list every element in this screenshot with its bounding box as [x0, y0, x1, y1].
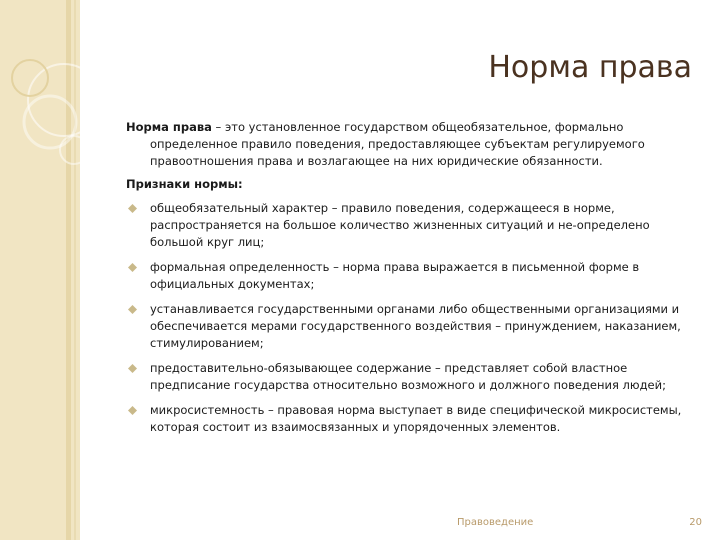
bullet-icon: [128, 204, 137, 213]
bullet-icon: [128, 263, 137, 272]
sidebar-circles-ornament: [0, 0, 80, 540]
decorative-sidebar: [0, 0, 80, 540]
definition-term: Норма права: [126, 120, 212, 134]
feature-item: [126, 259, 692, 293]
feature-item: [126, 402, 692, 436]
feature-text: общеобязательный характер – правило поведения, содержащееся в норме, распространяется на большое количество жизненных ситуаций и не-определено большой круг лиц;: [150, 201, 650, 249]
feature-text: предоставительно-обязывающее содержание – представляет собой властное предписание государства относительно возможного и должного поведения людей;: [150, 361, 666, 392]
feature-text: микросистемность – правовая норма выступает в виде специфической микросистемы, которая состоит из взаимосвязанных и упорядоченных элементов.: [150, 403, 682, 434]
features-heading: Признаки нормы:: [126, 177, 243, 191]
slide-title: Норма права: [488, 50, 692, 85]
definition-paragraph: [126, 119, 692, 170]
feature-item: [126, 200, 692, 251]
feature-text: устанавливается государственными органами либо общественными организациями и обеспечивается мерами государственного воздействия – принуждением, наказанием, стимулированием;: [150, 302, 681, 350]
bullet-icon: [128, 305, 137, 314]
feature-item: [126, 360, 692, 394]
bullet-icon: [128, 406, 137, 415]
slide-content: [126, 119, 692, 444]
page-number: 20: [689, 517, 702, 528]
feature-text: формальная определенность – норма права выражается в письменной форме в официальных документах;: [150, 260, 640, 291]
definition-text: – это установленное государством общеобязательное, формально определенное правило поведения, предоставляющее субъектам регулируемого правоотношения права и возлагающее на них юридические обязанности.: [150, 120, 645, 168]
features-list: [126, 200, 692, 436]
footer-text: Правоведение: [457, 517, 534, 528]
bullet-icon: [128, 364, 137, 373]
feature-item: [126, 301, 692, 352]
